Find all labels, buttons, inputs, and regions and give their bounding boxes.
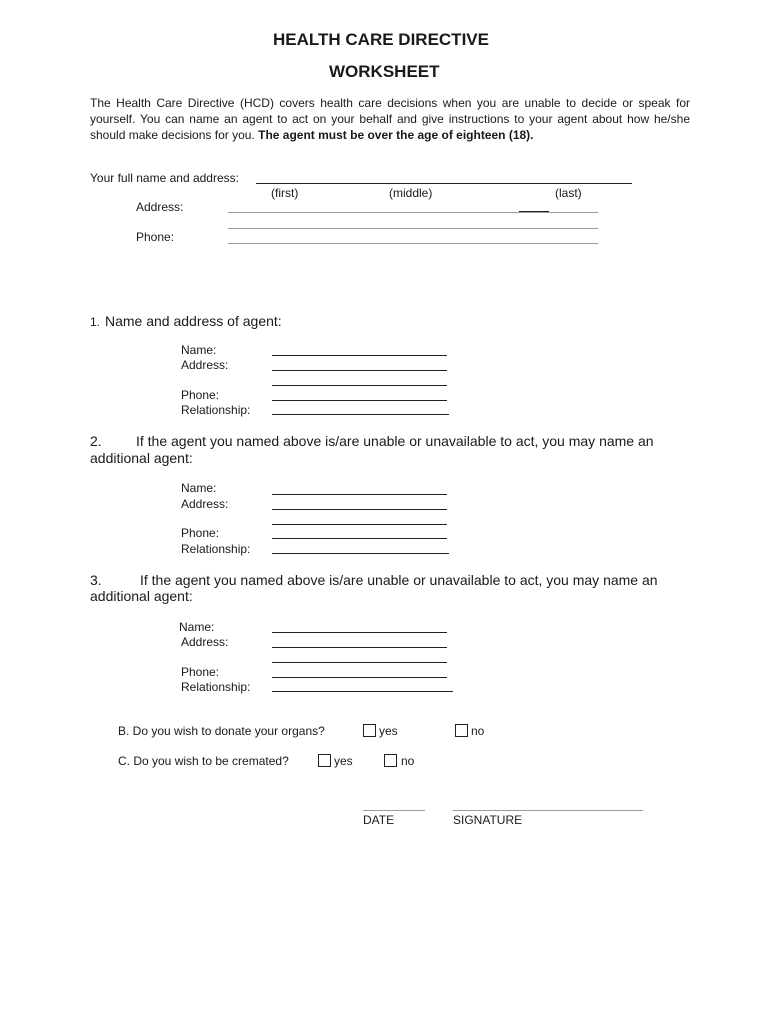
phone-field[interactable] xyxy=(228,243,598,244)
agent2-phone-field[interactable] xyxy=(272,538,447,539)
agent2-phone-label: Phone: xyxy=(181,526,220,540)
agent2-relationship-field[interactable] xyxy=(272,553,449,554)
date-field[interactable] xyxy=(363,810,425,811)
agent3-name-field[interactable] xyxy=(272,632,447,633)
page-subtitle: WORKSHEET xyxy=(329,62,440,81)
full-name-field[interactable] xyxy=(256,183,632,184)
cremation-yes-checkbox[interactable] xyxy=(318,754,331,767)
middle-name-caption: (middle) xyxy=(389,186,433,200)
agent3-number: 3. xyxy=(90,572,102,588)
address-field-2[interactable] xyxy=(228,228,598,229)
agent3-relationship-field[interactable] xyxy=(272,691,453,692)
organ-donation-question: B. Do you wish to donate your organs? xyxy=(118,724,325,738)
agent2-name-label: Name: xyxy=(181,481,217,495)
first-name-caption: (first) xyxy=(271,186,299,200)
agent1-relationship-field[interactable] xyxy=(272,414,449,415)
address-field-1-accent xyxy=(519,211,549,212)
date-label: DATE xyxy=(363,813,395,827)
signature-field[interactable] xyxy=(453,810,643,811)
cremation-yes-label: yes xyxy=(334,754,353,768)
cremation-question: C. Do you wish to be cremated? xyxy=(118,754,289,768)
agent2-heading-cont: additional agent: xyxy=(90,450,193,466)
agent1-number: 1. xyxy=(90,315,101,329)
agent3-heading: If the agent you named above is/are unable or unavailable to act, you may name an xyxy=(140,572,658,588)
agent3-phone-field[interactable] xyxy=(272,677,447,678)
intro-bold-text: The agent must be over the age of eighteen (18). xyxy=(258,128,534,142)
intro-text: The Health Care Directive (HCD) covers health care decisions when you are unable to decide or speak for yourself. You can name an agent to act on your behalf and give instructions to your agent about how he/she should make decisions for you. xyxy=(90,96,690,142)
agent3-address-field-1[interactable] xyxy=(272,647,447,648)
agent1-address-field-1[interactable] xyxy=(272,370,447,371)
agent1-name-field[interactable] xyxy=(272,355,447,356)
agent1-name-label: Name: xyxy=(181,343,217,357)
agent1-phone-field[interactable] xyxy=(272,400,447,401)
agent3-heading-cont: additional agent: xyxy=(90,588,193,604)
address-label: Address: xyxy=(136,200,184,214)
cremation-no-checkbox[interactable] xyxy=(384,754,397,767)
agent1-heading: Name and address of agent: xyxy=(105,313,282,329)
signature-label: SIGNATURE xyxy=(453,813,523,827)
agent3-name-label: Name: xyxy=(179,620,215,634)
last-name-caption: (last) xyxy=(555,186,582,200)
agent1-relationship-label: Relationship: xyxy=(181,403,251,417)
agent2-relationship-label: Relationship: xyxy=(181,542,251,556)
agent2-address-field-1[interactable] xyxy=(272,509,447,510)
cremation-no-label: no xyxy=(401,754,415,768)
agent1-address-label: Address: xyxy=(181,358,229,372)
agent3-phone-label: Phone: xyxy=(181,665,220,679)
page-title: HEALTH CARE DIRECTIVE xyxy=(273,30,489,49)
agent3-address-field-2[interactable] xyxy=(272,662,447,663)
full-name-label: Your full name and address: xyxy=(90,171,239,185)
intro-paragraph xyxy=(90,95,690,143)
organ-no-label: no xyxy=(471,724,485,738)
agent2-number: 2. xyxy=(90,433,102,449)
agent2-address-field-2[interactable] xyxy=(272,524,447,525)
agent2-address-label: Address: xyxy=(181,497,229,511)
phone-label: Phone: xyxy=(136,230,175,244)
agent3-relationship-label: Relationship: xyxy=(181,680,251,694)
organ-no-checkbox[interactable] xyxy=(455,724,468,737)
organ-yes-checkbox[interactable] xyxy=(363,724,376,737)
agent2-name-field[interactable] xyxy=(272,494,447,495)
organ-yes-label: yes xyxy=(379,724,398,738)
address-field-1[interactable] xyxy=(228,212,598,213)
agent3-address-label: Address: xyxy=(181,635,229,649)
agent1-address-field-2[interactable] xyxy=(272,385,447,386)
agent2-heading: If the agent you named above is/are unable or unavailable to act, you may name an xyxy=(136,433,654,449)
agent1-phone-label: Phone: xyxy=(181,388,220,402)
